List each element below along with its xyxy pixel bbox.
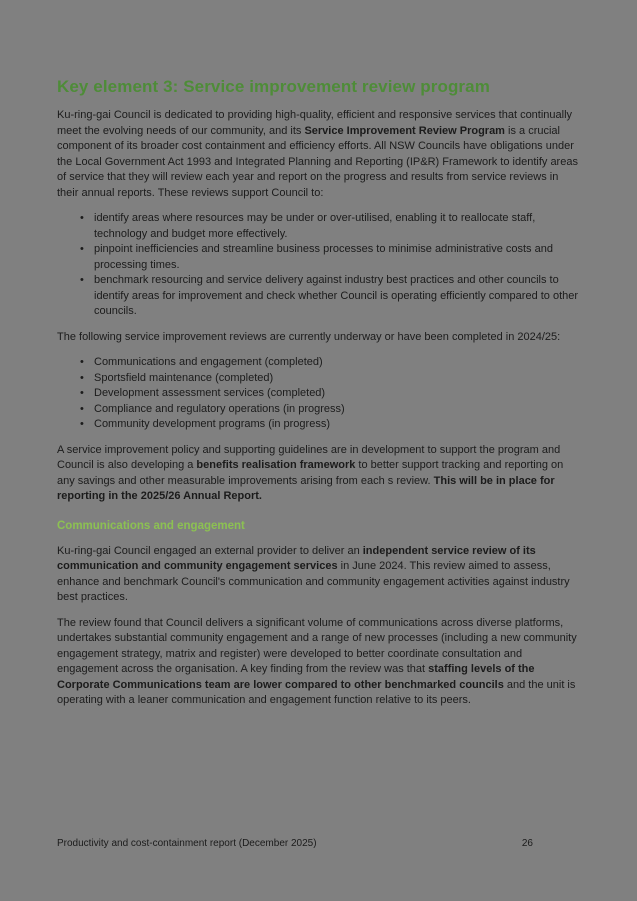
text-run: The review found that Council delivers a significant volume of communications across diverse platforms, undertakes substantial community engagement and a range of new processes (including a new community engagement strategy, matrix and register) were developed to better coordinate consultation and engagement across the organisation. A key finding from the review was that — [57, 616, 577, 675]
list-item: • identify areas where resources may be under or over-utilised, enabling it to reallocate staff, technology and budget more effectively. — [80, 211, 581, 242]
text-run: and the unit is operating with a leaner communication and engagement function relative to its peers. — [57, 678, 576, 706]
page-content — [57, 76, 581, 719]
footer-report-title: Productivity and cost-containment report (December 2025) — [57, 838, 317, 849]
engagement-paragraph — [57, 544, 581, 606]
list-item: • pinpoint inefficiencies and streamline business processes to minimise administrative costs and processing times. — [80, 242, 581, 273]
list-item: • Communications and engagement (completed) — [80, 355, 581, 371]
reviews-underway-paragraph: The following service improvement reviews are currently underway or have been completed in 2024/25: — [57, 330, 561, 343]
text-run: to better support tracking and reporting on any savings and other measurable improvements arising from each s review. — [57, 459, 564, 487]
findings-paragraph — [57, 616, 581, 709]
text-run: Ku-ring-gai Council is dedicated to providing high-quality, efficient and responsive services that continually meet the evolving needs of our community, and its — [57, 109, 573, 137]
list-item: • Sportsfield maintenance (completed) — [80, 371, 581, 387]
footer-page-number: 26 — [521, 838, 533, 849]
section-subheading: Communications and engagement — [57, 519, 245, 532]
policy-paragraph — [57, 443, 581, 505]
list-item: • Compliance and regulatory operations (in progress) — [80, 402, 581, 418]
text-run-bold: Service Improvement Review Program — [304, 124, 505, 137]
text-run-bold: staffing levels of the Corporate Communications team are lower compared to other benchmarked councils — [57, 663, 535, 691]
text-run-bold: This will be in place for reporting in the 2025/26 Annual Report. — [57, 474, 555, 502]
text-run: A service improvement policy and supporting guidelines are in development to support the program and Council is also developing a — [57, 443, 561, 471]
list-item: • Community development programs (in progress) — [80, 417, 581, 433]
text-run: in June 2024. This review aimed to assess, enhance and benchmark Council's communication and community engagement activities against industry best practices. — [57, 560, 570, 603]
review-support-list — [57, 211, 581, 320]
text-run: is a crucial component of its broader cost containment and efficiency efforts. All NSW Councils have obligations under the Local Government Act 1993 and Integrated Planning and Reporting (IP&R) Framework to identify areas of service that they will review each year and report on the progress and results from service reviews in their annual reports. These reviews support Council to: — [57, 124, 578, 199]
page-footer — [57, 838, 581, 849]
text-run-bold: benefits realisation framework — [196, 459, 356, 471]
reviews-status-list — [57, 355, 581, 433]
intro-paragraph — [57, 108, 581, 201]
text-run: Ku-ring-gai Council engaged an external provider to deliver an — [57, 544, 363, 557]
text-run-bold: independent service review of its communication and community engagement services — [57, 544, 536, 572]
list-item: • benchmark resourcing and service delivery against industry best practices and other councils to identify areas for improvement and check whether Council is operating efficiently compared to other councils. — [80, 273, 581, 320]
list-item: • Development assessment services (completed) — [80, 386, 581, 402]
page-title: Key element 3: Service improvement review program — [57, 77, 490, 96]
